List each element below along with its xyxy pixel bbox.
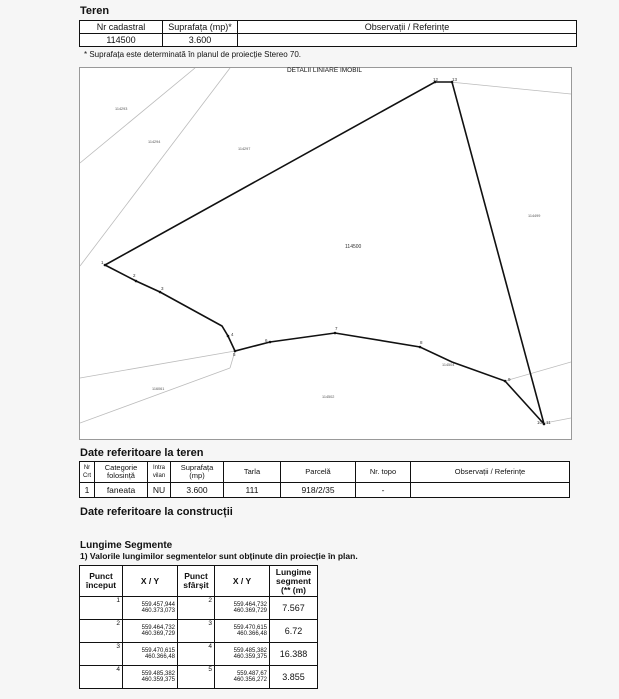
cell-categorie: faneata bbox=[95, 483, 148, 498]
point-label: 13 bbox=[452, 77, 458, 82]
teren-ref-table bbox=[79, 461, 570, 498]
header-intra-vilan: Intra vilan bbox=[148, 462, 171, 483]
teren-note: * Suprafața este determinată în planul de proiecție Stereo 70. bbox=[84, 50, 302, 59]
vertex-point bbox=[334, 332, 337, 335]
cell-xy-start: 559.464,732 460.369,729 bbox=[123, 620, 178, 643]
point-label: 11 bbox=[546, 420, 551, 425]
header-tarla: Tarla bbox=[224, 462, 281, 483]
neighbor-parcel-label: 114294 bbox=[148, 140, 161, 144]
vertex-point bbox=[159, 291, 162, 294]
cell-punct-sfarsit: 2 bbox=[178, 597, 215, 620]
neighbor-boundary-line bbox=[450, 82, 571, 94]
cell-punct-inceput: 1 bbox=[80, 597, 123, 620]
header-nr-crt: Nr Crt bbox=[80, 462, 95, 483]
neighbor-parcel-label: 114504 bbox=[442, 363, 455, 367]
section-title-lungime: Lungime Segmente bbox=[80, 540, 173, 551]
section-title-constructii: Date referitoare la construcții bbox=[80, 506, 233, 518]
cell-intra-vilan: NU bbox=[148, 483, 171, 498]
cell-suprafata: 3.600 bbox=[163, 34, 238, 47]
cell-xy-end: 559.487,67 460.356,272 bbox=[215, 666, 270, 689]
neighbor-parcel-label: 114293 bbox=[115, 107, 128, 111]
point-label: 10 bbox=[537, 420, 543, 425]
cell-xy-end: 559.485,382 460.359,375 bbox=[215, 643, 270, 666]
header-xy-end: X / Y bbox=[215, 566, 270, 597]
cell-suprafata: 3.600 bbox=[171, 483, 224, 498]
parcel-map bbox=[79, 67, 572, 440]
point-label: 5 bbox=[233, 352, 236, 357]
neighbor-boundary-line bbox=[505, 362, 571, 381]
cell-lungime: 6.72 bbox=[270, 620, 318, 643]
header-parcela: Parcelă bbox=[281, 462, 356, 483]
cell-punct-sfarsit: 4 bbox=[178, 643, 215, 666]
neighbor-parcel-label: 114502 bbox=[322, 395, 335, 399]
neighbor-parcel-label: 114297 bbox=[238, 147, 251, 151]
point-label: 9 bbox=[508, 377, 511, 382]
header-nr-topo: Nr. topo bbox=[356, 462, 411, 483]
cell-lungime: 7.567 bbox=[270, 597, 318, 620]
vertex-point bbox=[135, 280, 138, 283]
section-title-teren: Teren bbox=[80, 5, 110, 17]
cell-nr-topo: - bbox=[356, 483, 411, 498]
point-label: 7 bbox=[335, 326, 338, 331]
cell-punct-inceput: 3 bbox=[80, 643, 123, 666]
parcel-114500-boundary bbox=[105, 82, 544, 424]
vertex-point bbox=[104, 264, 107, 267]
cell-xy-start: 559.457,944 460.373,073 bbox=[123, 597, 178, 620]
cell-xy-start: 559.470,615 460.366,48 bbox=[123, 643, 178, 666]
segments-table bbox=[79, 565, 318, 689]
vertex-point bbox=[419, 346, 422, 349]
neighbor-parcel-label: 116061 bbox=[152, 387, 165, 391]
header-punct-sfarsit: Punct sfârșit bbox=[178, 566, 215, 597]
cell-nr-cadastral: 114500 bbox=[80, 34, 163, 47]
header-punct-inceput: Punct început bbox=[80, 566, 123, 597]
cell-punct-sfarsit: 5 bbox=[178, 666, 215, 689]
parcel-main-label: 114500 bbox=[345, 244, 362, 250]
vertex-point bbox=[543, 423, 546, 426]
header-xy-start: X / Y bbox=[123, 566, 178, 597]
neighbor-boundary-line bbox=[80, 68, 195, 163]
cell-lungime: 3.855 bbox=[270, 666, 318, 689]
point-label: 2 bbox=[133, 273, 136, 278]
vertex-point bbox=[269, 341, 272, 344]
cell-observatii bbox=[411, 483, 570, 498]
neighbor-boundary-line bbox=[80, 68, 230, 266]
point-label: 6 bbox=[265, 338, 268, 343]
parcel-map-drawing bbox=[80, 68, 571, 439]
cell-punct-inceput: 2 bbox=[80, 620, 123, 643]
cell-punct-inceput: 4 bbox=[80, 666, 123, 689]
teren-table bbox=[79, 20, 577, 47]
cell-parcela: 918/2/35 bbox=[281, 483, 356, 498]
vertex-point bbox=[504, 380, 507, 383]
cell-xy-end: 559.464,732 460.369,729 bbox=[215, 597, 270, 620]
cell-xy-end: 559.470,615 460.366,48 bbox=[215, 620, 270, 643]
map-header: DETALII LINIARE IMOBIL bbox=[286, 67, 362, 74]
cell-punct-sfarsit: 3 bbox=[178, 620, 215, 643]
header-suprafata: Suprafața (mp)* bbox=[163, 21, 238, 34]
point-label: 3 bbox=[161, 286, 164, 291]
header-suprafata: Suprafața (mp) bbox=[171, 462, 224, 483]
vertex-point bbox=[227, 335, 230, 338]
neighbor-boundary-line bbox=[80, 351, 235, 378]
cell-lungime: 16.388 bbox=[270, 643, 318, 666]
cell-nr-crt: 1 bbox=[80, 483, 95, 498]
point-label: 8 bbox=[420, 340, 423, 345]
header-nr-cadastral: Nr cadastral bbox=[80, 21, 163, 34]
section-title-teren-ref: Date referitoare la teren bbox=[80, 447, 204, 459]
header-lungime: Lungime segment (** (m) bbox=[270, 566, 318, 597]
point-label: 1 bbox=[101, 260, 104, 265]
cell-tarla: 111 bbox=[224, 483, 281, 498]
header-observatii: Observații / Referințe bbox=[411, 462, 570, 483]
point-label: 12 bbox=[433, 77, 439, 82]
neighbor-boundary-line bbox=[80, 368, 230, 423]
cell-observatii bbox=[238, 34, 577, 47]
cell-xy-start: 559.485,382 460.359,375 bbox=[123, 666, 178, 689]
header-observatii: Observații / Referințe bbox=[238, 21, 577, 34]
neighbor-parcel-label: 114499 bbox=[528, 214, 541, 218]
header-categorie: Categorie folosință bbox=[95, 462, 148, 483]
point-label: 4 bbox=[231, 332, 234, 337]
lungime-note: 1) Valorile lungimilor segmentelor sunt obținute din proiecție în plan. bbox=[80, 551, 358, 561]
